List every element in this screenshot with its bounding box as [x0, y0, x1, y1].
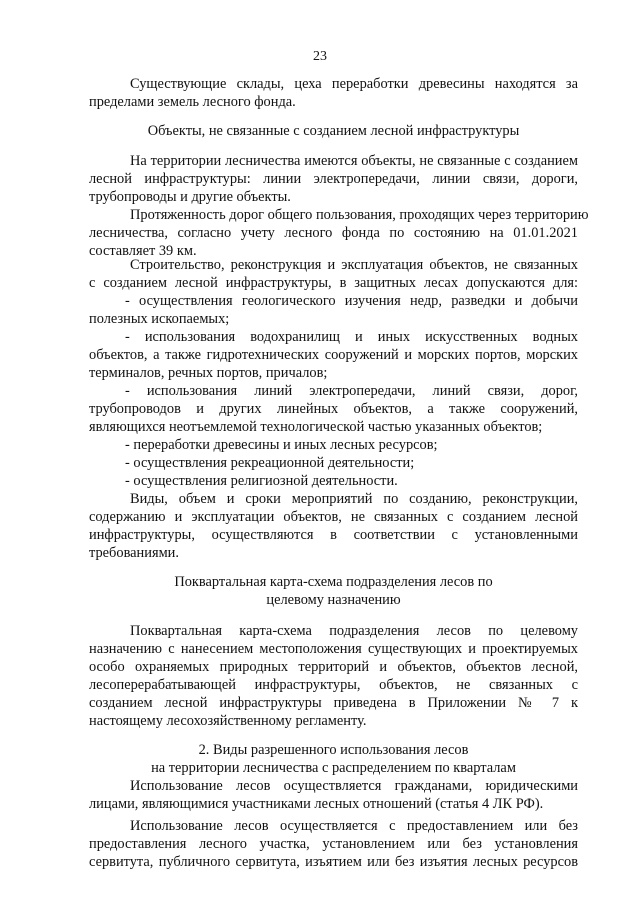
chapter-heading: на территории лесничества с распределением по кварталам	[151, 760, 516, 776]
paragraph-line: Использование лесов осуществляется гражданами, юридическими	[130, 778, 578, 794]
list-item: - переработки древесины и иных лесных ресурсов;	[125, 437, 438, 453]
section-heading: целевому назначению	[266, 592, 401, 608]
paragraph-line: лесоперерабатывающей инфраструктуры, объектов, не связанных с	[89, 677, 578, 693]
list-item: - использования водохранилищ и иных искусственных водных	[125, 329, 578, 345]
paragraph-line: Протяженность дорог общего пользования, проходящих через территорию	[130, 207, 589, 223]
paragraph-line: Существующие склады, цеха переработки древесины находятся за	[130, 76, 578, 92]
list-item-continuation: терминалов, речных портов, причалов;	[89, 365, 328, 381]
paragraph-line: лесничества, согласно учету лесного фонда по состоянию на 01.01.2021	[89, 225, 578, 241]
paragraph-line: предоставления лесного участка, установлением или без установления	[89, 836, 578, 852]
paragraph-line: Строительство, реконструкция и эксплуатация объектов, не связанных	[130, 257, 578, 273]
paragraph-line: лицами, являющимися участниками лесных отношений (статья 4 ЛК РФ).	[89, 796, 544, 812]
list-item-continuation: трубопроводов и других линейных объектов, а также сооружений,	[89, 401, 578, 417]
list-item: - осуществления религиозной деятельности.	[125, 473, 398, 489]
paragraph-line: Виды, объем и сроки мероприятий по созданию, реконструкции,	[130, 491, 578, 507]
paragraph-line: назначению с нанесением местоположения существующих и проектируемых	[89, 641, 578, 657]
paragraph-line: требованиями.	[89, 545, 179, 561]
list-item-continuation: объектов, а также гидротехнических сооружений и морских портов, морских	[89, 347, 578, 363]
paragraph-line: содержанию и эксплуатации объектов, не связанных с созданием лесной	[89, 509, 578, 525]
paragraph-line: составляет 39 км.	[89, 243, 197, 259]
chapter-heading: 2. Виды разрешенного использования лесов	[198, 742, 469, 758]
list-item: - осуществления рекреационной деятельности;	[125, 455, 415, 471]
paragraph-line: Поквартальная карта-схема подразделения лесов по целевому	[130, 623, 578, 639]
paragraph-line: созданием лесной инфраструктуры приведена в Приложении № 7 к	[89, 695, 578, 711]
paragraph-line: На территории лесничества имеются объекты, не связанные с созданием	[130, 153, 578, 169]
list-item-continuation: полезных ископаемых;	[89, 311, 230, 327]
paragraph-line: сервитута, публичного сервитута, изъятием или без изъятия лесных ресурсов	[89, 854, 578, 870]
paragraph-line: Использование лесов осуществляется с предоставлением или без	[130, 818, 578, 834]
list-item-continuation: являющихся неотъемлемой технологической частью указанных объектов;	[89, 419, 543, 435]
list-item: - осуществления геологического изучения недр, разведки и добычи	[125, 293, 578, 309]
list-item: - использования линий электропередачи, линий связи, дорог,	[125, 383, 578, 399]
paragraph-line: особо охраняемых природных территорий и объектов, объектов лесной,	[89, 659, 578, 675]
paragraph-line: пределами земель лесного фонда.	[89, 94, 296, 110]
paragraph-line: лесной инфраструктуры: линии электропередачи, линии связи, дороги,	[89, 171, 578, 187]
paragraph-line: трубопроводы и другие объекты.	[89, 189, 291, 205]
paragraph-line: настоящему лесохозяйственному регламенту.	[89, 713, 367, 729]
page-number: 23	[313, 49, 327, 64]
paragraph-line: с созданием лесной инфраструктуры, в защитных лесах допускаются для:	[89, 275, 578, 291]
paragraph-line: инфраструктуры, осуществляются в соответствии с установленными	[89, 527, 578, 543]
section-heading: Объекты, не связанные с созданием лесной инфраструктуры	[147, 123, 520, 139]
section-heading: Поквартальная карта-схема подразделения лесов по	[174, 574, 493, 590]
